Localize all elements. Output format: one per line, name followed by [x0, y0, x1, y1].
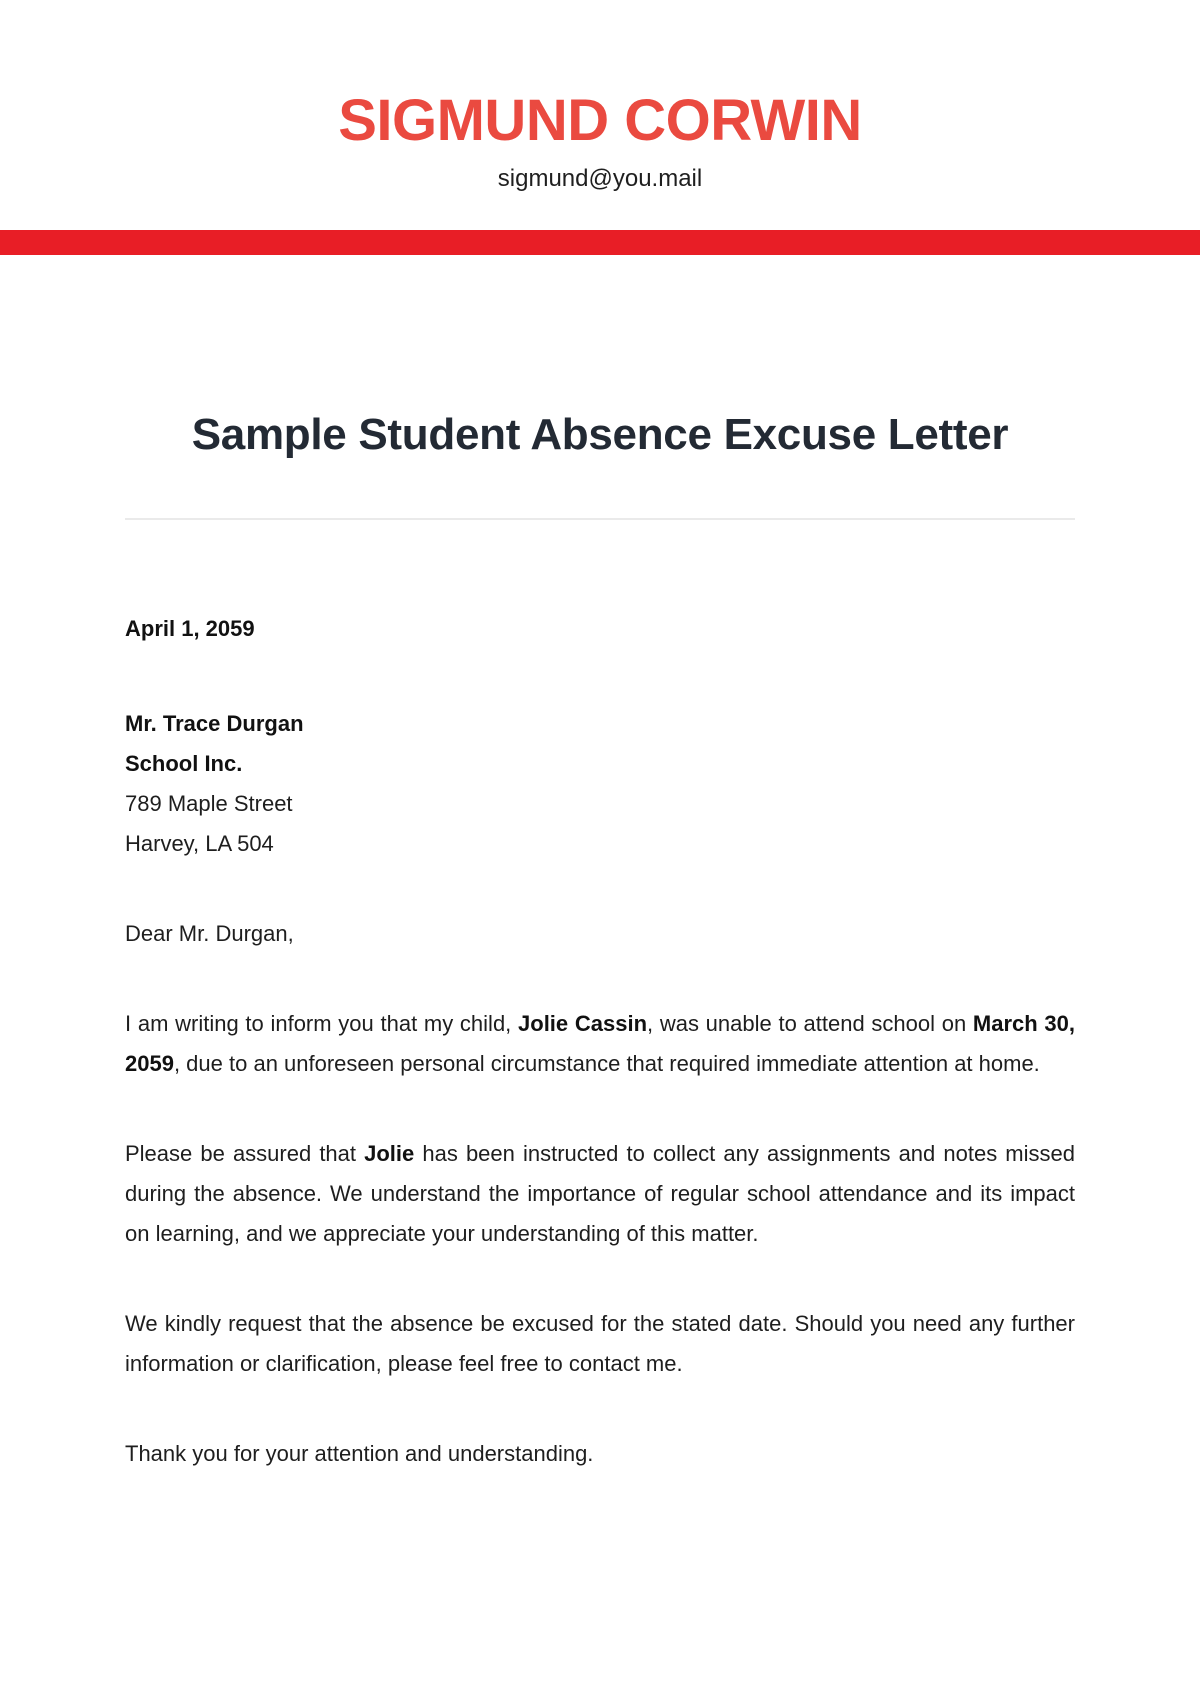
accent-bar	[0, 230, 1200, 255]
paragraphs-container	[125, 1004, 1075, 1474]
body-paragraph	[125, 1434, 1075, 1474]
sender-name: SIGMUND CORWIN	[338, 88, 862, 153]
recipient-company: School Inc.	[125, 751, 243, 776]
body-paragraph	[125, 1004, 1075, 1084]
text-segment: Please be assured that	[125, 1141, 365, 1166]
text-segment: We kindly request that the absence be excused for the stated date. Should you need any further information or clarification, please feel free to contact me.	[125, 1311, 1075, 1376]
body-paragraph	[125, 1134, 1075, 1254]
text-segment: I am writing to inform you that my child,	[125, 1011, 519, 1036]
text-segment: , was unable to attend school on	[647, 1011, 973, 1036]
body-paragraph	[125, 1304, 1075, 1384]
bold-text: March 30, 2059	[125, 1011, 1076, 1076]
title-divider	[125, 518, 1075, 520]
recipient-street: 789 Maple Street	[125, 791, 293, 816]
bold-text: Jolie	[364, 1141, 415, 1166]
document-title: Sample Student Absence Excuse Letter	[191, 410, 1009, 459]
text-segment: , due to an unforeseen personal circumstance that required immediate attention at home.	[173, 1051, 1040, 1076]
letterhead	[0, 0, 1200, 193]
letter-date: April 1, 2059	[125, 616, 255, 641]
recipient-block	[125, 704, 1075, 864]
bold-text: Jolie Cassin	[518, 1011, 648, 1036]
recipient-city: Harvey, LA 504	[125, 831, 274, 856]
text-segment: Thank you for your attention and understanding.	[125, 1441, 594, 1466]
text-segment: has been instructed to collect any assignments and notes missed during the absence. We understand the importance of regular school attendance and its impact on learning, and we appreciate your understanding of this matter.	[125, 1141, 1075, 1246]
letter-content	[0, 410, 1200, 1474]
sender-email: sigmund@you.mail	[497, 165, 703, 192]
recipient-name: Mr. Trace Durgan	[125, 711, 304, 736]
salutation: Dear Mr. Durgan,	[125, 921, 294, 946]
letter-body	[125, 616, 1075, 1474]
